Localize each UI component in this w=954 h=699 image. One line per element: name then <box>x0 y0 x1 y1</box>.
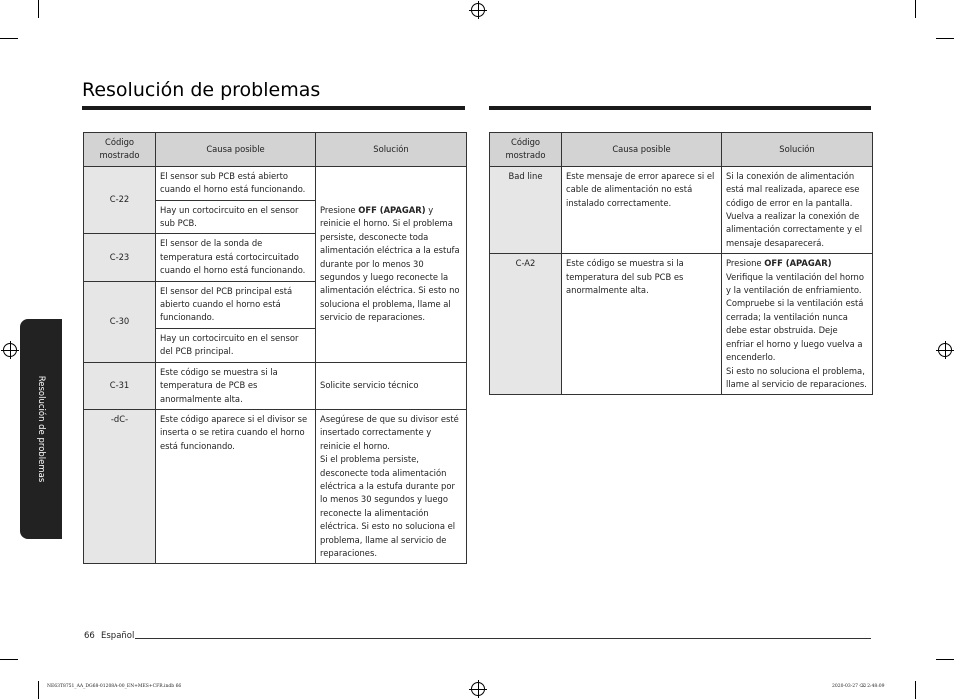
title-rule-right <box>489 106 871 110</box>
registration-mark-icon <box>938 343 952 357</box>
side-tab <box>20 319 62 539</box>
off-button-label: OFF (APAGAR) <box>358 204 426 215</box>
crop-mark <box>0 659 18 660</box>
crop-mark <box>38 0 39 18</box>
crop-mark <box>915 0 916 18</box>
cause-cell: Este código se muestra si la temperatura del sub PCB es anormalmente alta. <box>562 254 722 395</box>
registration-mark-icon <box>471 682 485 696</box>
troubleshooting-table-left <box>83 132 467 564</box>
code-cell: Bad line <box>490 166 562 253</box>
header-code: Código mostrado <box>490 133 562 167</box>
code-cell: C-30 <box>84 281 156 362</box>
crop-mark <box>936 38 954 39</box>
cause-cell: Este código aparece si el divisor se inserta o se retira cuando el horno está funcionando. <box>156 409 316 563</box>
crop-mark <box>915 681 916 699</box>
solution-cell: Si la conexión de alimentación está mal realizada, aparece ese código de error en la pantalla. Vuelva a realizar la conexión de alimentación correctamente y el mensaje desaparecerá. <box>722 166 873 253</box>
solution-text: Presione <box>320 204 359 215</box>
footer-rule <box>135 638 871 639</box>
code-cell: C-22 <box>84 166 156 234</box>
solution-text: Asegúrese de que su divisor esté insertado correctamente y reinicie el horno. <box>320 413 459 451</box>
solution-text: y reinicie el horno. Si el problema persiste, desconecte toda alimentación eléctrica a la estufa durante por lo menos 30 segundos y luego reconecte la alimentación eléctrica. Si esto no soluciona el problema, llame al servicio de reparaciones. <box>320 204 460 323</box>
registration-mark-icon <box>471 3 485 17</box>
title-rule-left <box>82 106 465 110</box>
cause-cell: Este código se muestra si la temperatura de PCB es anormalmente alta. <box>156 362 316 409</box>
crop-mark <box>0 38 18 39</box>
cause-cell: El sensor sub PCB está abierto cuando el horno está funcionando. <box>156 166 316 200</box>
side-tab-label: Resolución de problemas <box>36 375 46 483</box>
code-cell: C-23 <box>84 234 156 281</box>
cause-cell: Hay un cortocircuito en el sensor sub PCB. <box>156 200 316 234</box>
header-solution: Solución <box>316 133 467 167</box>
header-cause: Causa posible <box>562 133 722 167</box>
cause-cell: Este mensaje de error aparece si el cable de alimentación no está instalado correctamente. <box>562 166 722 253</box>
solution-cell <box>722 254 873 395</box>
troubleshooting-table-right <box>489 132 873 395</box>
header-code: Código mostrado <box>84 133 156 167</box>
solution-text: Presione <box>726 258 765 269</box>
print-slug-date: 2020-03-27 ⌫ 2:48:09 <box>832 684 885 689</box>
header-solution: Solución <box>722 133 873 167</box>
crop-mark <box>38 681 39 699</box>
code-cell: -dC- <box>84 409 156 563</box>
page-number: 66 <box>84 631 95 641</box>
page-title: Resolución de problemas <box>82 79 321 101</box>
off-button-label: OFF (APAGAR) <box>764 258 832 269</box>
solution-text: Verifique la ventilación del horno y la ventilación de enfriamiento. Compruebe si la ventilación está cerrada; la ventilación nunca debe estar obstruida. Deje enfriar el horno y luego vuelva a encenderlo. <box>726 271 864 363</box>
cause-cell: El sensor del PCB principal está abierto cuando el horno está funcionando. <box>156 281 316 328</box>
print-slug-file: NE63T8751_AA_DG68-01208A-00_EN+MES+CFR.indb 66 <box>47 684 182 689</box>
header-cause: Causa posible <box>156 133 316 167</box>
code-cell: C-A2 <box>490 254 562 395</box>
solution-cell <box>316 166 467 362</box>
solution-cell: Solicite servicio técnico <box>316 362 467 409</box>
page-language: Español <box>101 631 135 641</box>
crop-mark <box>936 659 954 660</box>
registration-mark-icon <box>3 343 17 357</box>
solution-cell <box>316 409 467 563</box>
solution-text: Si el problema persiste, desconecte toda alimentación eléctrica a la estufa durante por lo menos 30 segundos y luego reconecte la alimentación eléctrica. Si esto no soluciona el problema, llame al servicio de reparaciones. <box>320 454 456 558</box>
cause-cell: El sensor de la sonda de temperatura está cortocircuitado cuando el horno está funcionando. <box>156 234 316 281</box>
cause-cell: Hay un cortocircuito en el sensor del PCB principal. <box>156 328 316 362</box>
code-cell: C-31 <box>84 362 156 409</box>
solution-text: Si esto no soluciona el problema, llame al servicio de reparaciones. <box>726 365 867 389</box>
